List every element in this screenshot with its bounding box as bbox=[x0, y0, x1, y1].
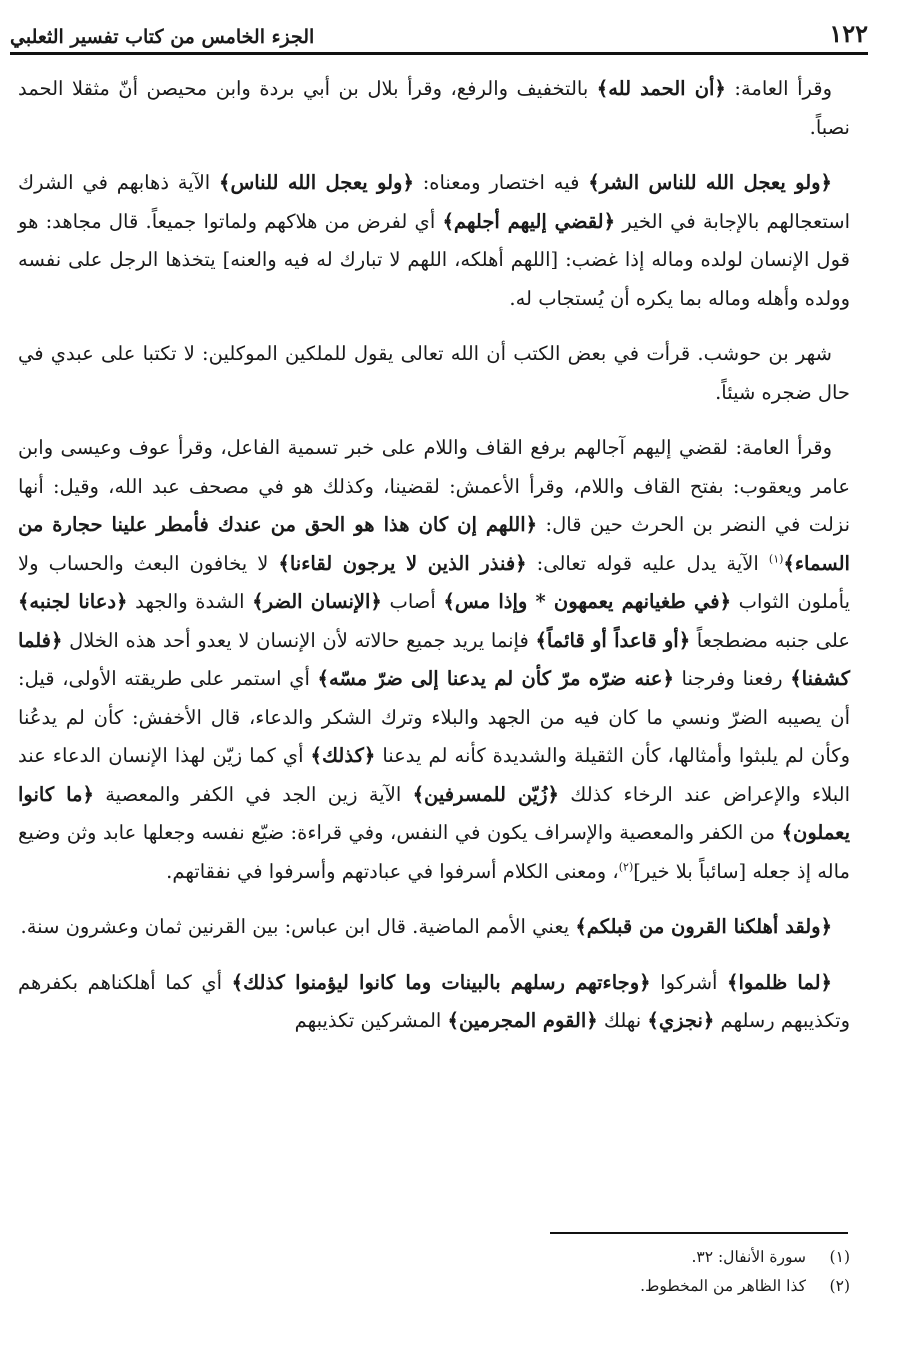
text-run: فيه اختصار ومعناه: bbox=[413, 171, 589, 194]
paragraph bbox=[18, 964, 850, 1041]
quran-verse: ﴿فلما كشفنا﴾ bbox=[18, 628, 850, 690]
footnote bbox=[300, 1272, 850, 1301]
quran-verse: ﴿أو قاعداً أو قائماً﴾ bbox=[535, 628, 691, 652]
text-run: شهر بن حوشب. قرأت في بعض الكتب أن الله تعالى يقول للملكين الموكلين: لا تكتبا على عبدي في حال ضجره شيئاً. bbox=[18, 342, 850, 404]
footnote-text: كذا الظاهر من المخطوط. bbox=[640, 1277, 806, 1295]
text-run: رفعنا وفرجنا bbox=[673, 667, 791, 690]
header-rule bbox=[10, 52, 868, 55]
quran-verse: ﴿أن الحمد لله﴾ bbox=[596, 77, 726, 100]
text-run: أشركوا bbox=[650, 970, 728, 994]
quran-verse: ﴿الإنسان الضر﴾ bbox=[252, 590, 382, 613]
quran-verse: ﴿في طغيانهم يعمهون * وإذا مس﴾ bbox=[443, 590, 731, 613]
footnote-ref: (٢) bbox=[618, 860, 634, 873]
text-run: المشركين تكذيبهم bbox=[294, 1009, 448, 1032]
quran-verse: ﴿ولقد أهلكنا القرون من قبلكم﴾ bbox=[575, 915, 832, 938]
quran-verse: ﴿وجاءتهم رسلهم بالبينات وما كانوا ليؤمنوا كذلك﴾ bbox=[231, 970, 651, 994]
quran-verse: ﴿لما ظلموا﴾ bbox=[727, 970, 832, 994]
text-run: من الكفر والمعصية والإسراف يكون في النفس، وفي قراءة: ضيّع نفسه وجعلها عابد وثن وضيع ماله إذ جعله [سائباً بلا خير] bbox=[18, 821, 850, 883]
paragraph bbox=[18, 164, 850, 318]
quran-verse: ﴿زُيّن للمسرفين﴾ bbox=[412, 782, 559, 806]
footnote-separator bbox=[550, 1232, 848, 1234]
paragraph bbox=[18, 70, 850, 147]
quran-verse: ﴿القوم المجرمين﴾ bbox=[447, 1009, 598, 1032]
text-run: الآية ذهابهم في الشرك استعجالهم بالإجابة في الخير bbox=[18, 171, 850, 233]
text-run: لا يخافون البعث والحساب ولا يأملون الثواب bbox=[18, 551, 851, 613]
quran-verse: ﴿كذلك﴾ bbox=[310, 744, 376, 767]
text-run: الشدة والجهد bbox=[127, 590, 253, 613]
footnote-text: سورة الأنفال: ٣٢. bbox=[691, 1248, 806, 1266]
footnote-number: (٢) bbox=[829, 1277, 850, 1295]
text-run: فإنما يريد جميع حالاته لأن الإنسان لا يعدو أحد هذه الخلال bbox=[62, 628, 536, 652]
paragraph bbox=[18, 429, 850, 891]
text-run: بالتخفيف والرفع، وقرأ بلال بن أبي بردة وابن محيصن أنّ مثقلا الحمد نصباً. bbox=[18, 77, 850, 139]
text-run: وقرأ العامة: bbox=[725, 77, 832, 100]
paragraph bbox=[18, 335, 850, 412]
quran-verse: ﴿عنه ضرّه مرّ كأن لم يدعنا إلى ضرّ مسّه﴾ bbox=[317, 667, 674, 690]
quran-verse: ﴿نجزي﴾ bbox=[647, 1009, 715, 1032]
quran-verse: ﴿فنذر الذين لا يرجون لقاءنا﴾ bbox=[278, 551, 527, 575]
text-run: أي استمر على طريقته الأولى، قيل: أن يصيبه الضرّ ونسي ما كان فيه من الجهد والبلاء وترك الشكر والدعاء، قال الأخفش: كأن لم يدعُنا وكأن لم يلبثوا وأمثالها، كأن الثقيلة والشديدة كأنه لم يدعنا bbox=[18, 667, 850, 767]
text-run: الآية زين الجد في الكفر والمعصية bbox=[93, 782, 413, 806]
text-run: أي كما زيّن لهذا الإنسان الدعاء عند البلاء والإعراض عند الرخاء كذلك bbox=[18, 744, 850, 806]
text-run: أي لفرض من هلاكهم ولماتوا جميعاً. قال مجاهد: هو قول الإنسان لولده وماله إذا غضب: [اللهم أهلكه، اللهم لا تبارك له فيه والعنه] يتخذها الرجل على نفسه وولده وأهله وماله بما يكره أن يُستجاب له. bbox=[18, 209, 850, 310]
text-run: نهلك bbox=[597, 1009, 648, 1032]
text-run: على جنبه مضطجعاً bbox=[690, 628, 850, 652]
paragraph bbox=[18, 908, 850, 947]
text-run: أي كما أهلكناهم بكفرهم وتكذيبهم رسلهم bbox=[18, 970, 850, 1032]
running-title: الجزء الخامس من كتاب تفسير الثعلبي bbox=[10, 26, 315, 48]
footnote bbox=[300, 1243, 850, 1272]
text-run: الآية يدل عليه قوله تعالى: bbox=[526, 551, 769, 575]
footnotes bbox=[300, 1243, 850, 1301]
page-header bbox=[10, 14, 868, 48]
quran-verse: ﴿اللهم إن كان هذا هو الحق من عندك فأمطر علينا حجارة من السماء﴾ bbox=[18, 513, 850, 575]
text-run: وقرأ العامة: لقضي إليهم آجالهم برفع القاف واللام على خبر تسمية الفاعل، وقرأ عوف وعيسى وابن عامر ويعقوب: بفتح القاف واللام، وقرأ الأعمش: لقضينا، وكذلك هو في مصحف عبد الله، وقيل: أنها نزلت في النضر بن الحرث حين قال: bbox=[18, 436, 850, 536]
footnote-ref: (١) bbox=[768, 552, 784, 565]
quran-verse: ﴿ما كانوا يعملون﴾ bbox=[18, 782, 850, 844]
quran-verse: ﴿لقضي إليهم أجلهم﴾ bbox=[442, 209, 616, 233]
text-run: ، ومعنى الكلام أسرفوا في عبادتهم وأسرفوا في نفقاتهم. bbox=[166, 859, 619, 883]
text-run: يعني الأمم الماضية. قال ابن عباس: بين القرنين ثمان وعشرون سنة. bbox=[20, 915, 576, 938]
page-number: ١٢٢ bbox=[829, 19, 868, 48]
quran-verse: ﴿ولو يعجل الله للناس﴾ bbox=[219, 171, 414, 194]
footnote-number: (١) bbox=[829, 1248, 850, 1266]
text-run: أصاب bbox=[381, 590, 444, 613]
quran-verse: ﴿ولو يعجل الله للناس الشر﴾ bbox=[588, 171, 832, 194]
quran-verse: ﴿دعانا لجنبه﴾ bbox=[18, 590, 128, 613]
tafsir-body-text bbox=[18, 70, 850, 1058]
